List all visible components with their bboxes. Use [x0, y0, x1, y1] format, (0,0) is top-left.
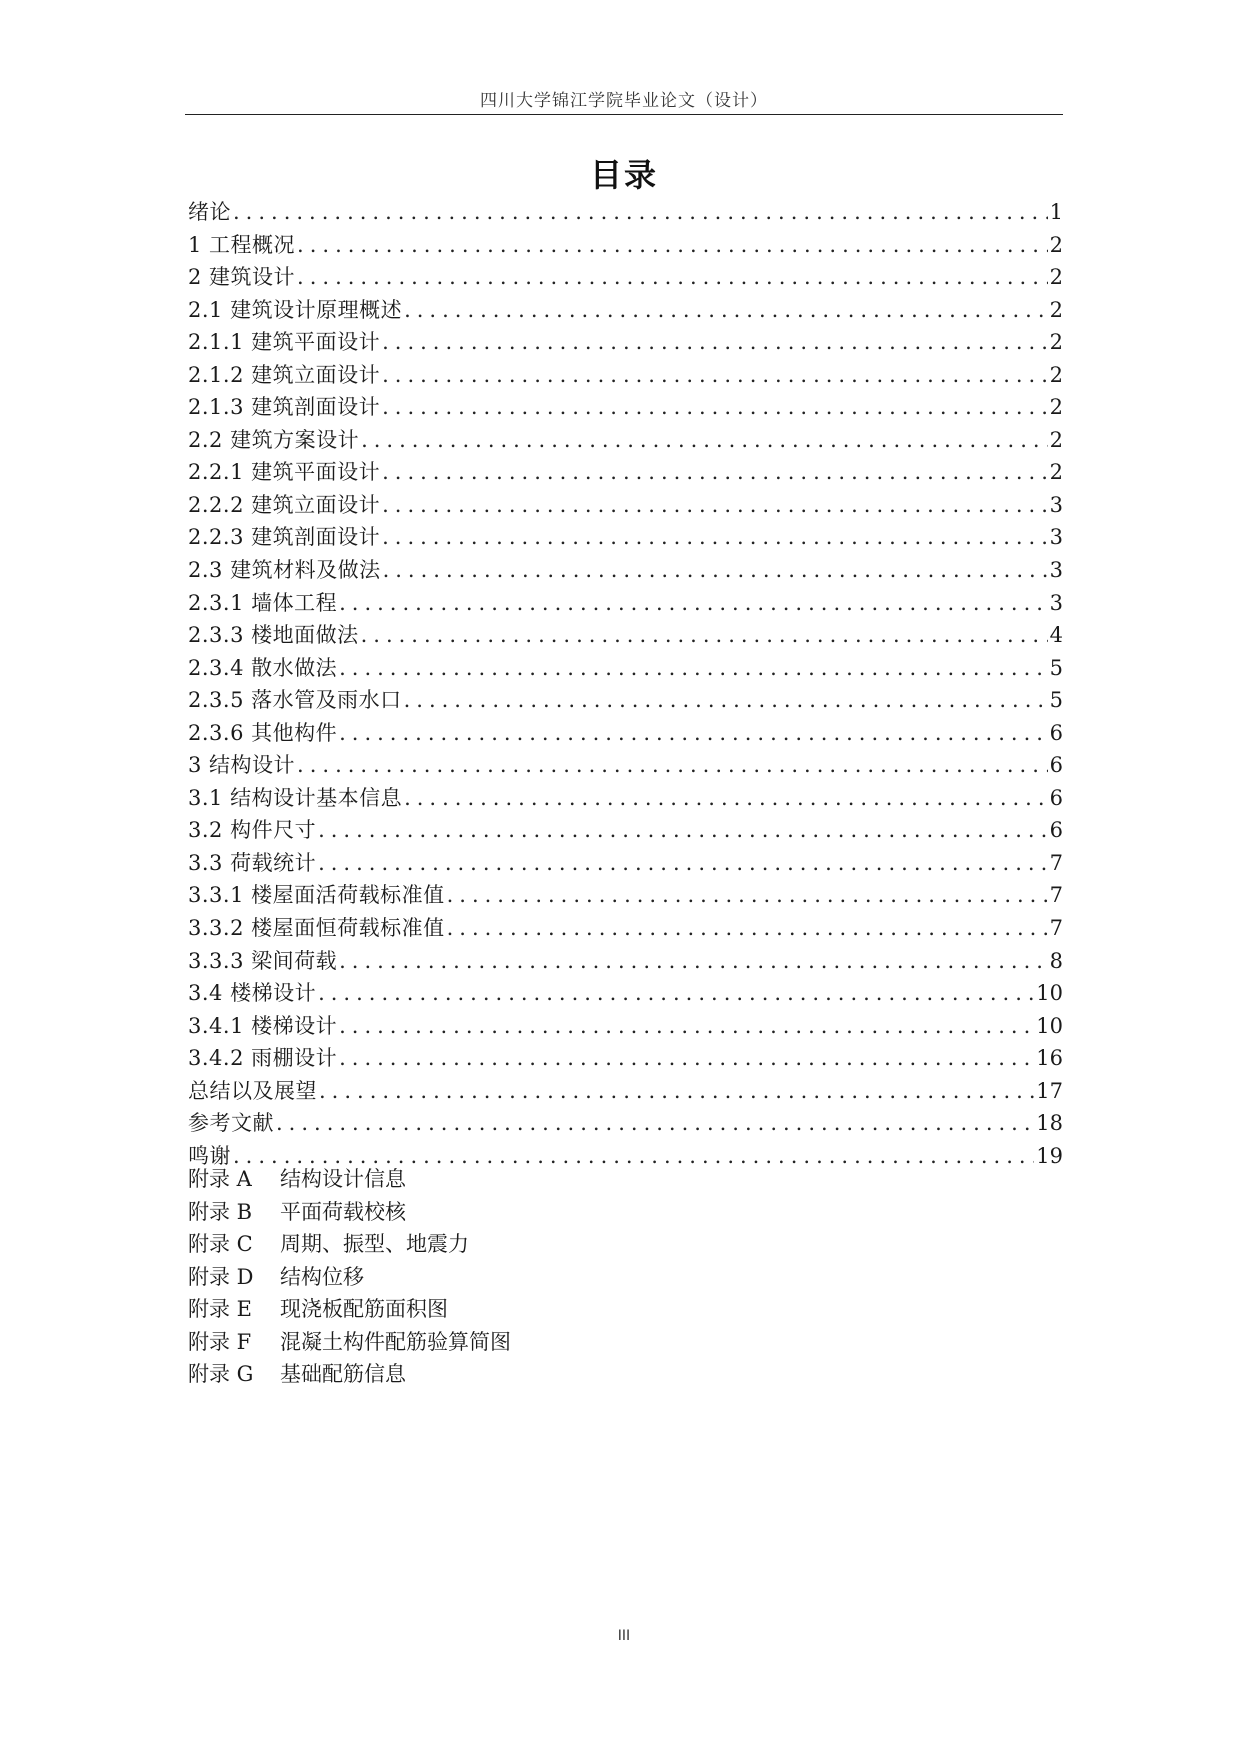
toc-dot-leader [339, 587, 1048, 620]
toc-entry-label: 3.3.2 楼屋面恒荷载标准值 [188, 916, 445, 941]
toc-dot-leader [318, 977, 1034, 1010]
appendix-entry[interactable] [188, 1196, 511, 1229]
toc-dot-leader [404, 782, 1048, 815]
toc-entry-label: 2.3.5 落水管及雨水口 [188, 688, 402, 713]
toc-entry-label: 3.4.2 雨棚设计 [188, 1046, 338, 1071]
toc-entry-page: 3 [1049, 590, 1063, 615]
toc-entry-label: 绪论 [188, 200, 231, 224]
toc-entry-page: 8 [1049, 948, 1063, 973]
toc-entry-page: 5 [1049, 655, 1063, 680]
appendix-list [188, 1163, 511, 1391]
toc-entry-label: 鸣谢 [188, 1143, 231, 1168]
toc-entry-label: 总结以及展望 [188, 1078, 317, 1103]
toc-entry[interactable] [188, 521, 1063, 554]
toc-dot-leader [319, 1075, 1034, 1108]
toc-entry[interactable] [188, 1075, 1063, 1108]
toc-entry-page: 3 [1049, 492, 1063, 517]
toc-dot-leader [382, 521, 1048, 554]
toc-dot-leader [404, 684, 1048, 717]
appendix-label: 附录 D [188, 1264, 254, 1289]
page-number: III [617, 1628, 631, 1644]
toc-entry[interactable] [188, 945, 1063, 978]
toc-entry-page: 7 [1049, 883, 1063, 908]
appendix-title: 周期、振型、地震力 [280, 1232, 469, 1256]
appendix-entry[interactable] [188, 1261, 511, 1294]
toc-entry[interactable] [188, 814, 1063, 847]
toc-entry[interactable] [188, 359, 1063, 392]
toc-dot-leader [318, 814, 1048, 847]
toc-entry-page: 3 [1049, 525, 1063, 550]
appendix-label: 附录 B [188, 1199, 253, 1224]
toc-dot-leader [404, 294, 1048, 327]
appendix-title: 混凝土构件配筋验算简图 [280, 1329, 511, 1354]
toc-dot-leader [318, 847, 1048, 880]
toc-dot-leader [276, 1107, 1034, 1140]
toc-dot-leader [339, 1010, 1034, 1043]
toc-entry-page: 6 [1049, 753, 1063, 778]
appendix-label: 附录 E [188, 1297, 253, 1321]
toc-title: 目录 [589, 156, 658, 194]
toc-entry-label: 2.1.2 建筑立面设计 [188, 362, 381, 387]
toc-entry-page: 7 [1049, 850, 1063, 875]
toc-entry-label: 3.4 楼梯设计 [188, 981, 317, 1006]
toc-entry-label: 3 结构设计 [188, 753, 296, 778]
toc-entry-label: 2.3.6 其他构件 [188, 720, 338, 745]
running-header: 四川大学锦江学院毕业论文（设计） [480, 91, 768, 111]
toc-dot-leader [361, 424, 1048, 457]
toc-entry[interactable] [188, 1107, 1063, 1140]
toc-entry-page: 6 [1049, 720, 1063, 745]
toc-entry-label: 3.3.3 梁间荷载 [188, 948, 338, 973]
toc-entry-page: 2 [1049, 460, 1063, 485]
toc-dot-leader [297, 229, 1048, 262]
appendix-label: 附录 A [188, 1167, 252, 1191]
appendix-title: 结构设计信息 [280, 1167, 406, 1191]
appendix-label: 附录 F [188, 1329, 252, 1354]
toc-entry[interactable] [188, 717, 1063, 750]
toc-entry[interactable] [188, 749, 1063, 782]
appendix-title: 平面荷载校核 [280, 1199, 406, 1224]
toc-entry-label: 2.2 建筑方案设计 [188, 427, 360, 452]
toc-entry-label: 2.3.1 墙体工程 [188, 590, 338, 615]
toc-entry-page: 2 [1049, 265, 1063, 290]
toc-entry[interactable] [188, 587, 1063, 620]
toc-entry[interactable] [188, 391, 1063, 424]
toc-entry[interactable] [188, 424, 1063, 457]
toc-dot-leader [233, 196, 1048, 229]
toc-entry[interactable] [188, 196, 1063, 229]
toc-dot-leader [339, 1042, 1034, 1075]
toc-entry[interactable] [188, 1010, 1063, 1043]
toc-dot-leader [382, 391, 1048, 424]
toc-entry-page: 2 [1049, 395, 1063, 420]
toc-entry[interactable] [188, 782, 1063, 815]
appendix-entry[interactable] [188, 1228, 511, 1261]
toc-dot-leader [297, 261, 1048, 294]
appendix-label: 附录 C [188, 1232, 253, 1256]
toc-entry-label: 3.3 荷载统计 [188, 850, 317, 875]
toc-dot-leader [297, 749, 1048, 782]
toc-entry[interactable] [188, 652, 1063, 685]
toc-entry[interactable] [188, 847, 1063, 880]
appendix-entry[interactable] [188, 1293, 511, 1326]
toc-entry-page: 2 [1049, 232, 1063, 257]
toc-entry-label: 3.2 构件尺寸 [188, 818, 317, 843]
toc-entry-page: 2 [1049, 297, 1063, 322]
toc-entry-label: 2.3.3 楼地面做法 [188, 623, 359, 648]
toc-dot-leader [382, 489, 1048, 522]
toc-entry[interactable] [188, 326, 1063, 359]
toc-dot-leader [339, 717, 1048, 750]
toc-entry-page: 5 [1049, 688, 1063, 713]
header-rule [185, 114, 1063, 115]
toc-entry-label: 2.2.2 建筑立面设计 [188, 492, 381, 517]
toc-entry-label: 2.2.3 建筑剖面设计 [188, 525, 381, 550]
appendix-title: 结构位移 [280, 1264, 364, 1289]
toc-entry-page: 1 [1049, 200, 1063, 224]
toc-list [188, 196, 1063, 1172]
toc-entry-page: 10 [1036, 981, 1063, 1006]
toc-entry-label: 3.4.1 楼梯设计 [188, 1013, 338, 1038]
toc-entry[interactable] [188, 977, 1063, 1010]
toc-entry[interactable] [188, 1042, 1063, 1075]
toc-entry-label: 3.3.1 楼屋面活荷载标准值 [188, 883, 445, 908]
toc-entry-page: 3 [1049, 558, 1063, 583]
appendix-title: 现浇板配筋面积图 [280, 1297, 448, 1321]
toc-entry[interactable] [188, 554, 1063, 587]
toc-entry[interactable] [188, 456, 1063, 489]
toc-entry-page: 17 [1036, 1078, 1063, 1103]
toc-entry-page: 2 [1049, 362, 1063, 387]
toc-entry-label: 2.2.1 建筑平面设计 [188, 460, 381, 485]
toc-entry[interactable] [188, 879, 1063, 912]
toc-entry-label: 2.3 建筑材料及做法 [188, 558, 381, 583]
appendix-label: 附录 G [188, 1362, 254, 1386]
toc-entry-page: 10 [1036, 1013, 1063, 1038]
toc-entry-page: 7 [1049, 916, 1063, 941]
appendix-entry[interactable] [188, 1163, 511, 1196]
toc-dot-leader [339, 652, 1048, 685]
toc-dot-leader [447, 879, 1048, 912]
toc-entry-page: 19 [1036, 1143, 1063, 1168]
toc-dot-leader [339, 945, 1048, 978]
toc-entry[interactable] [188, 619, 1063, 652]
toc-dot-leader [382, 326, 1048, 359]
appendix-entry[interactable] [188, 1358, 511, 1391]
toc-entry-page: 2 [1049, 427, 1063, 452]
toc-entry-label: 1 工程概况 [188, 232, 296, 257]
toc-entry[interactable] [188, 294, 1063, 327]
toc-entry[interactable] [188, 684, 1063, 717]
toc-entry-label: 2.1.3 建筑剖面设计 [188, 395, 381, 420]
toc-dot-leader [382, 359, 1048, 392]
toc-entry-label: 2.1.1 建筑平面设计 [188, 330, 381, 355]
toc-entry[interactable] [188, 229, 1063, 262]
toc-dot-leader [361, 619, 1048, 652]
toc-entry[interactable] [188, 912, 1063, 945]
appendix-title: 基础配筋信息 [280, 1362, 406, 1386]
toc-entry-page: 6 [1049, 818, 1063, 843]
toc-dot-leader [382, 456, 1048, 489]
toc-entry-page: 16 [1036, 1046, 1063, 1071]
appendix-entry[interactable] [188, 1326, 511, 1359]
toc-entry[interactable] [188, 261, 1063, 294]
toc-entry-label: 2.3.4 散水做法 [188, 655, 338, 680]
toc-dot-leader [383, 554, 1048, 587]
toc-entry-page: 2 [1049, 330, 1063, 355]
toc-entry-label: 2.1 建筑设计原理概述 [188, 297, 403, 322]
toc-entry-label: 参考文献 [188, 1111, 274, 1136]
toc-entry-label: 2 建筑设计 [188, 265, 296, 290]
toc-entry-page: 4 [1049, 623, 1063, 648]
toc-dot-leader [447, 912, 1048, 945]
toc-entry-label: 3.1 结构设计基本信息 [188, 785, 403, 810]
toc-entry-page: 6 [1049, 785, 1063, 810]
toc-entry-page: 18 [1036, 1111, 1063, 1136]
toc-entry[interactable] [188, 489, 1063, 522]
